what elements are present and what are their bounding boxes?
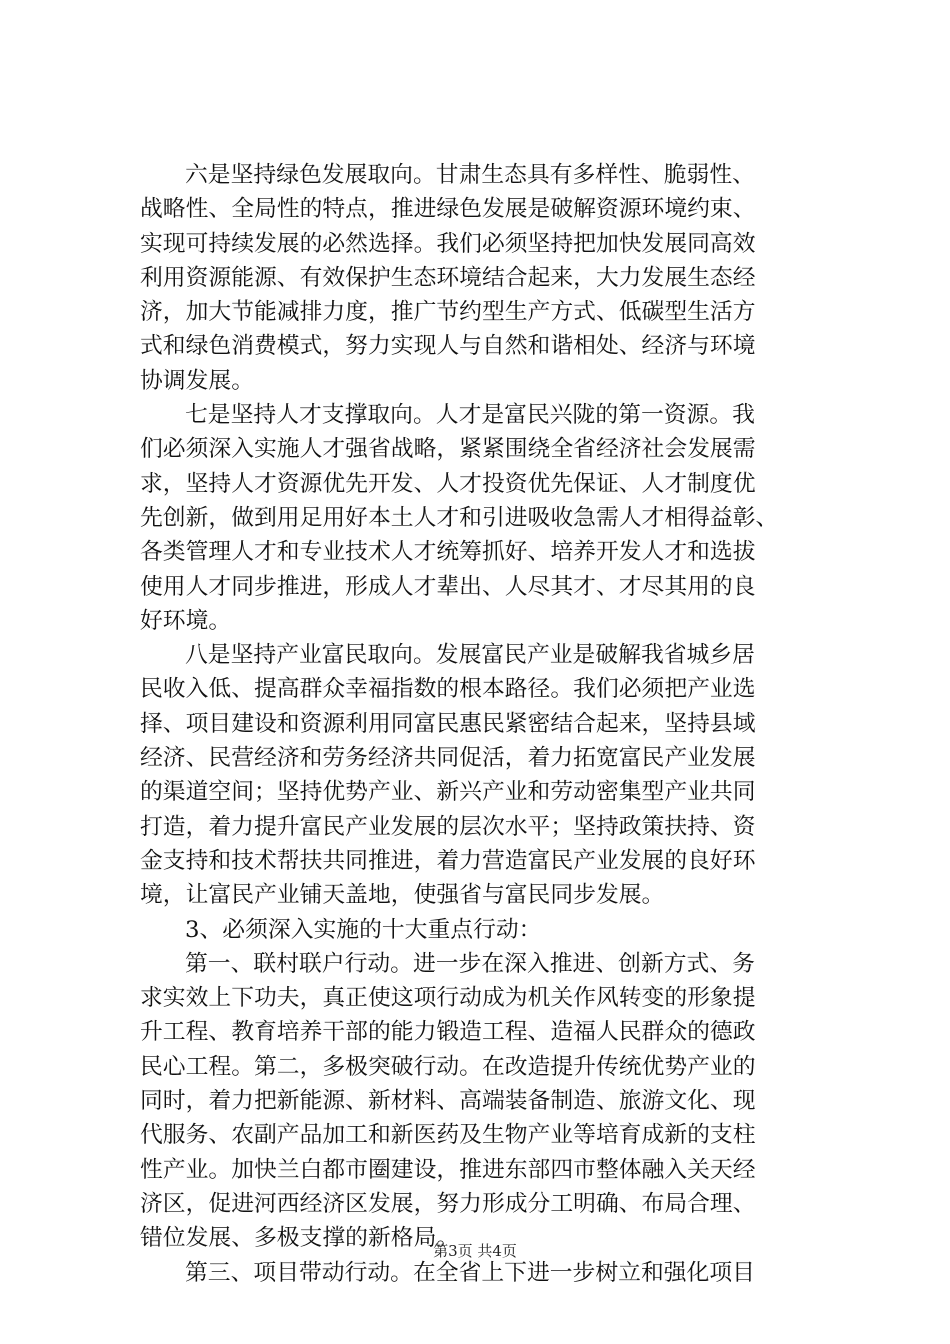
text-line: 升工程、教育培养干部的能力锻造工程、造福人民群众的德政 [140,1019,756,1046]
text-line: 济，加大节能减排力度，推广节约型生产方式、低碳型生活方 [140,299,756,326]
text-line: 第一、联村联户行动。进一步在深入推进、创新方式、务 [185,950,755,977]
page-number-footer: 第3页 共4页 [433,1242,517,1260]
text-line: 经济、民营经济和劳务经济共同促活，着力拓宽富民产业发展 [140,745,756,772]
text-line: 利用资源能源、有效保护生态环境结合起来，大力发展生态经 [140,264,756,291]
text-line: 实现可持续发展的必然选择。我们必须坚持把加快发展同高效 [140,230,756,257]
text-line: 协调发展。 [140,367,254,394]
text-line: 们必须深入实施人才强省战略，紧紧围绕全省经济社会发展需 [140,436,756,463]
text-line: 的渠道空间；坚持优势产业、新兴产业和劳动密集型产业共同 [140,779,756,806]
text-line: 使用人才同步推进，形成人才辈出、人尽其才、才尽其用的良 [140,573,756,600]
text-line: 代服务、农副产品加工和新医药及生物产业等培育成新的支柱 [140,1122,756,1149]
text-line: 求，坚持人才资源优先开发、人才投资优先保证、人才制度优 [140,470,756,497]
text-line: 性产业。加快兰白都市圈建设，推进东部四市整体融入关天经 [140,1156,756,1183]
text-line: 错位发展、多极支撑的新格局。 [140,1225,460,1252]
text-line: 先创新，做到用足用好本土人才和引进吸收急需人才相得益彰、 [140,504,779,531]
text-line: 民心工程。第二，多极突破行动。在改造提升传统优势产业的 [140,1053,756,1080]
section-heading: 3、必须深入实施的十大重点行动： [185,916,542,943]
text-line: 同时，着力把新能源、新材料、高端装备制造、旅游文化、现 [140,1088,756,1115]
text-line: 各类管理人才和专业技术人才统筹抓好、培养开发人才和选拔 [140,539,756,566]
text-line: 六是坚持绿色发展取向。甘肃生态具有多样性、脆弱性、 [185,162,755,188]
document-body [140,158,830,1290]
text-line: 金支持和技术帮扶共同推进，着力营造富民产业发展的良好环 [140,847,756,874]
text-line: 境，让富民产业铺天盖地，使强省与富民同步发展。 [140,882,665,909]
text-line: 择、项目建设和资源利用同富民惠民紧密结合起来，坚持县域 [140,710,756,737]
text-line: 第三、项目带动行动。在全省上下进一步树立和强化项目 [185,1259,755,1286]
text-line: 济区，促进河西经济区发展，努力形成分工明确、布局合理、 [140,1190,756,1217]
text-line: 战略性、全局性的特点，推进绿色发展是破解资源环境约束、 [140,196,756,223]
text-line: 七是坚持人才支撑取向。人才是富民兴陇的第一资源。我 [185,402,755,429]
text-line: 好环境。 [140,607,232,634]
text-line: 八是坚持产业富民取向。发展富民产业是破解我省城乡居 [185,642,755,669]
text-line: 民收入低、提高群众幸福指数的根本路径。我们必须把产业选 [140,676,756,703]
text-line: 式和绿色消费模式，努力实现人与自然和谐相处、经济与环境 [140,333,756,360]
text-line: 打造，着力提升富民产业发展的层次水平；坚持政策扶持、资 [140,813,756,840]
text-line: 求实效上下功夫，真正使这项行动成为机关作风转变的形象提 [140,985,756,1012]
